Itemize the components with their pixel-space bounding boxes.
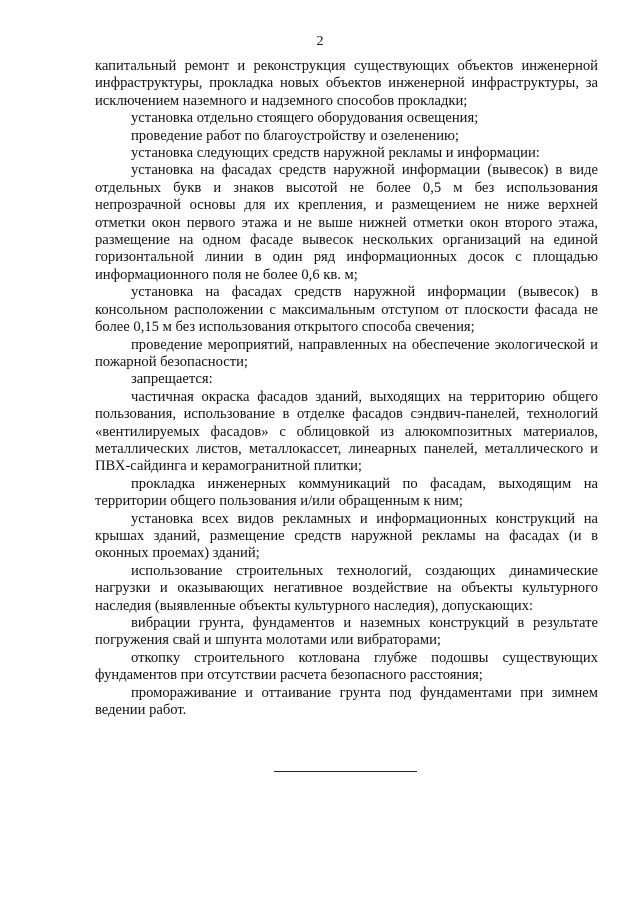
paragraph-vibration: вибрации грунта, фундаментов и наземных конструкций в результате погружения свай и шпунта молотами или вибраторами; — [95, 615, 598, 649]
paragraph-infrastructure-repair: капитальный ремонт и реконструкция существующих объектов инженерной инфраструктуры, прокладка новых объектов инженерной инфраструктуры, за исключением наземного и надземного способов прокладки; — [95, 58, 598, 109]
end-divider-line — [274, 771, 417, 772]
paragraph-safety: проведение мероприятий, направленных на обеспечение экологической и пожарной безопасности; — [95, 336, 598, 370]
paragraph-signage-console: установка на фасадах средств наружной информации (вывесок) в консольном расположении с максимальным отступом от плоскости фасада не более 0,15 м без использования открытого способа свечения; — [95, 284, 598, 336]
page-number: 2 — [316, 34, 324, 49]
paragraph-excavation: откопку строительного котлована глубже подошвы существующих фундаментов при отсутствии расчета безопасного расстояния; — [95, 649, 598, 684]
paragraph-signage-letters: установка на фасадах средств наружной информации (вывесок) в виде отдельных букв и знаков высотой не более 0,5 м без использования непрозрачной основы для их крепления, и размещением не ниже верхней отметки окон первого этажа и не выше нижней отметки окон второго этажа, размещение на одном фасаде вывесок нескольких организаций на единой горизонтальной линии в один ряд информационных досок с площадью информационного поля не более 0,6 кв. м; — [95, 162, 598, 283]
paragraph-landscaping: проведение работ по благоустройству и озеленению; — [131, 127, 459, 144]
paragraph-construction-tech: использование строительных технологий, создающих динамические нагрузки и оказывающих негативное воздействие на объекты культурного наследия (выявленные объекты культурного наследия), допускающих: — [95, 562, 598, 614]
paragraph-utilities-facades: прокладка инженерных коммуникаций по фасадам, выходящим на территории общего пользования и/или обращенным к ним; — [95, 475, 598, 510]
paragraph-roof-advertising: установка всех видов рекламных и информационных конструкций на крышах зданий, размещение средств наружной рекламы на фасадах (и в оконных проемах) зданий; — [95, 510, 598, 562]
paragraph-prohibited-heading: запрещается: — [131, 371, 213, 388]
paragraph-advertising-intro: установка следующих средств наружной рекламы и информации: — [131, 145, 540, 162]
paragraph-lighting: установка отдельно стоящего оборудования освещения; — [131, 110, 479, 127]
document-body — [95, 58, 598, 719]
paragraph-freezing: промораживание и оттаивание грунта под фундаментами при зимнем ведении работ. — [95, 684, 598, 719]
paragraph-facade-painting: частичная окраска фасадов зданий, выходящих на территорию общего пользования, использование в отделке фасадов сэндвич-панелей, технологий «вентилируемых фасадов» с облицовкой из алюкомпозитных материалов, металлических листов, металлокассет, линеарных панелей, металлического и ПВХ-сайдинга и керамогранитной плитки; — [95, 388, 598, 475]
